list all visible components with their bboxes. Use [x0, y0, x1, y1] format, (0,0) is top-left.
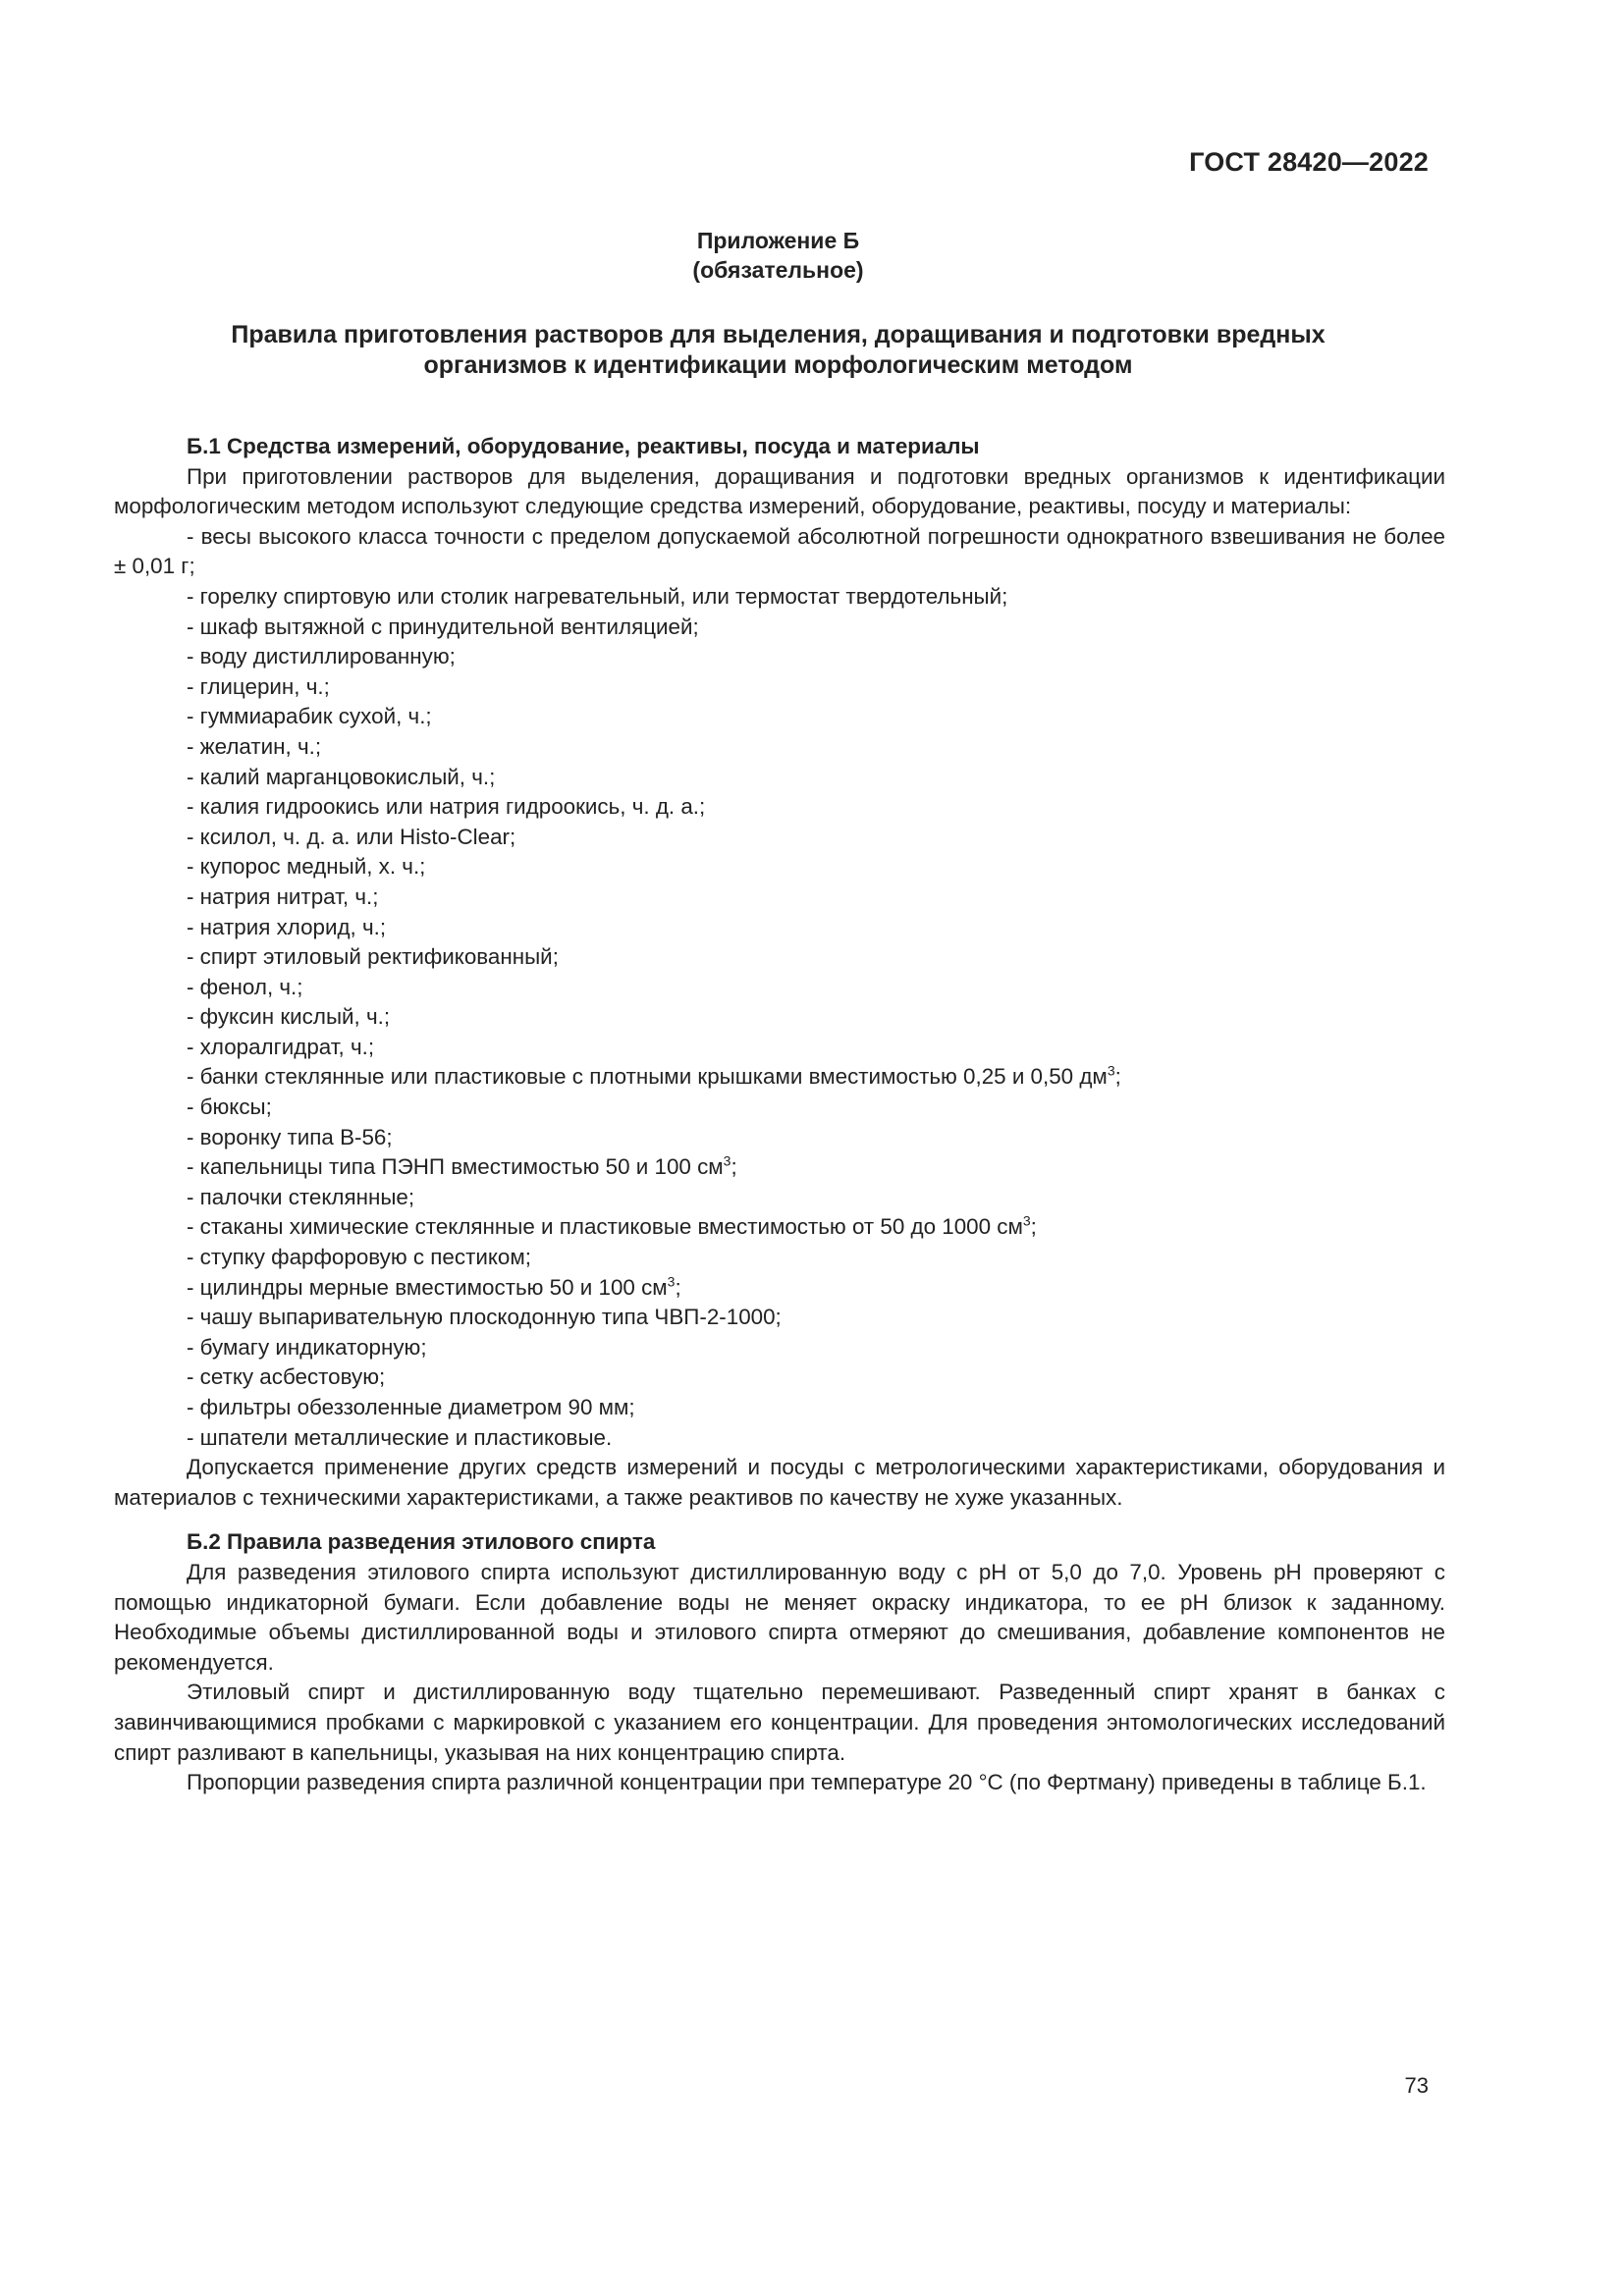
list-item: - натрия хлорид, ч.; [187, 914, 387, 939]
annex-status: (обязательное) [692, 257, 864, 283]
section-b2-paragraph: Пропорции разведения спирта различной концентрации при температуре 20 °С (по Фертману) приведены в таблице Б.1. [187, 1770, 1427, 1795]
list-item: - бумагу индикаторную; [187, 1334, 427, 1360]
list-item: - воду дистиллированную; [187, 644, 456, 669]
list-item: - шкаф вытяжной с принудительной вентиляцией; [187, 614, 699, 639]
list-item: - горелку спиртовую или столик нагревательный, или термостат твердотельный; [187, 583, 1008, 609]
document-body [114, 432, 1445, 1798]
list-item: - цилиндры мерные вместимостью 50 и 100 $см^3$; [187, 1273, 681, 1300]
list-item: - бюксы; [187, 1095, 272, 1120]
document-standard-number: ГОСТ 28420—2022 [1189, 147, 1429, 177]
list-item: - фуксин кислый, ч.; [187, 1004, 391, 1030]
annex-label: Приложение Б [696, 228, 860, 253]
list-item: - фенол, ч.; [187, 974, 303, 999]
section-b1-heading: Б.1 Средства измерений, оборудование, реактивы, посуда и материалы [187, 434, 980, 458]
list-item: - ступку фарфоровую с пестиком; [187, 1245, 531, 1270]
list-item: - калия гидроокись или натрия гидроокись, ч. д. а.; [187, 794, 706, 820]
list-item: - стаканы химические стеклянные и пластиковые вместимостью от 50 до 1000 $см^3$; [187, 1212, 1037, 1240]
page-number: 73 [1404, 2073, 1429, 2098]
list-item: - палочки стеклянные; [187, 1184, 415, 1209]
list-item: - чашу выпаривательную плоскодонную типа ЧВП-2-1000; [187, 1305, 782, 1330]
list-item: - воронку типа В-56; [187, 1124, 393, 1149]
section-b2-paragraph: Этиловый спирт и дистиллированную воду тщательно перемешивают. Разведенный спирт хранят в банках с завинчивающимися пробками с маркировкой с указанием его концентрации. Для проведения энтомологических исследований спирт разливают в капельницы, указывая на них концентрацию спирта. [114, 1680, 1445, 1765]
list-item: - глицерин, ч.; [187, 673, 330, 699]
annex-heading [111, 226, 1445, 285]
list-item: - желатин, ч.; [187, 733, 322, 759]
list-item: - хлоралгидрат, ч.; [187, 1034, 375, 1059]
annex-title-line-2: организмов к идентификации морфологическим методом [423, 351, 1133, 379]
list-item: - капельницы типа ПЭНП вместимостью 50 и 100 $см^3$; [187, 1152, 737, 1180]
annex-title-line-1: Правила приготовления растворов для выделения, доращивания и подготовки вредных [231, 321, 1326, 348]
list-item: - шпатели металлические и пластиковые. [187, 1424, 613, 1450]
section-b1-closing: Допускается применение других средств измерений и посуды с метрологическими характеристиками, оборудования и материалов с техническими характеристиками, а также реактивов по качеству не хуже указанных. [114, 1455, 1445, 1510]
list-item: - купорос медный, х. ч.; [187, 854, 426, 880]
section-b1-intro: При приготовлении растворов для выделения, доращивания и подготовки вредных организмов к идентификации морфологическим методом используют следующие средства измерений, оборудование, реактивы, посуду и материалы: [114, 463, 1445, 519]
list-item: - ксилол, ч. д. а. или Histo-Clear; [187, 824, 516, 849]
list-item: - натрия нитрат, ч.; [187, 883, 379, 909]
list-item: - весы высокого класса точности с пределом допускаемой абсолютной погрешности однократного взвешивания не более ± 0,01 г; [114, 523, 1445, 579]
list-item: - сетку асбестовую; [187, 1364, 386, 1390]
list-item: - спирт этиловый ректификованный; [187, 944, 559, 970]
section-b2-paragraph: Для разведения этилового спирта используют дистиллированную воду с pH от 5,0 до 7,0. Уровень pH проверяют с помощью индикаторной бумаги. Если добавление воды не меняет окраску индикатора, то ее pH близок к заданному. Необходимые объемы дистиллированной воды и этилового спирта отмеряют до смешивания, добавление компонентов не рекомендуется. [114, 1559, 1445, 1675]
list-item: - калий марганцовокислый, ч.; [187, 764, 496, 789]
list-item: - банки стеклянные или пластиковые с плотными крышками вместимостью 0,25 и 0,50 $дм^3$; [187, 1063, 1121, 1090]
section-b2-heading: Б.2 Правила разведения этилового спирта [187, 1529, 656, 1555]
list-item: - гуммиарабик сухой, ч.; [187, 704, 432, 729]
list-item: - фильтры обеззоленные диаметром 90 мм; [187, 1395, 635, 1419]
annex-title [111, 320, 1445, 381]
